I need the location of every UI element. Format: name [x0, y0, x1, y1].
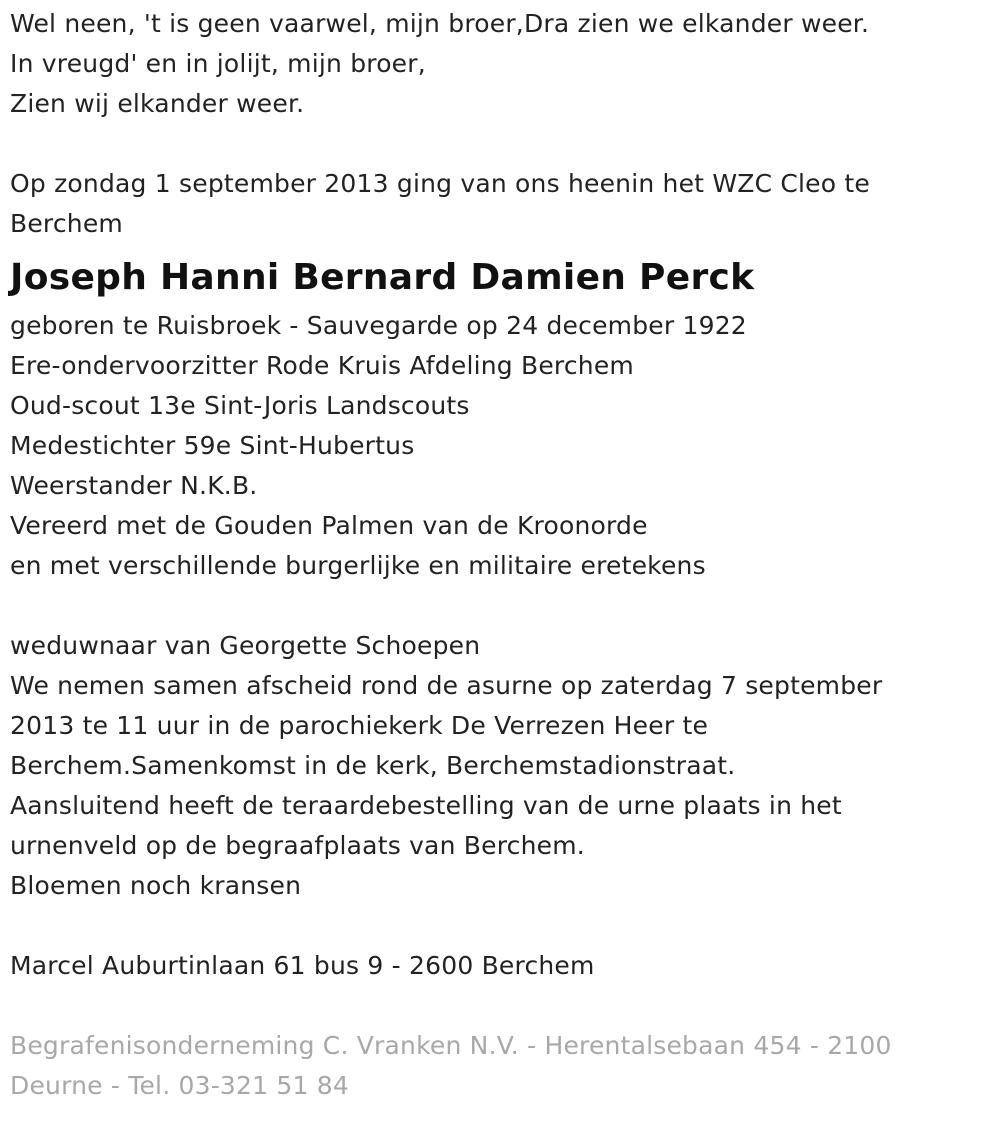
detail-line: Weerstander N.K.B. [10, 471, 258, 500]
obituary-notice [10, 4, 990, 1106]
detail-line: en met verschillende burgerlijke en militaire eretekens [10, 551, 706, 580]
ceremony-line: Bloemen noch kransen [10, 871, 302, 900]
spacer [10, 586, 990, 626]
poem-line: Wel neen, 't is geen vaarwel, mijn broer,Dra zien we elkander weer. [10, 9, 870, 38]
ceremony-line: weduwnaar van Georgette Schoepen [10, 631, 481, 660]
announcement-line: Berchem [10, 209, 123, 238]
ceremony-line: urnenveld op de begraafplaats van Berchem. [10, 831, 585, 860]
ceremony-block [10, 626, 990, 906]
ceremony-line: 2013 te 11 uur in de parochiekerk De Verrezen Heer te [10, 711, 709, 740]
ceremony-line: Aansluitend heeft de teraardebestelling van de urne plaats in het [10, 791, 842, 820]
poem-block [10, 4, 990, 124]
ceremony-line: Berchem.Samenkomst in de kerk, Berchemstadionstraat. [10, 751, 736, 780]
detail-line: geboren te Ruisbroek - Sauvegarde op 24 december 1922 [10, 311, 747, 340]
announcement-line: Op zondag 1 september 2013 ging van ons heenin het WZC Cleo te [10, 169, 870, 198]
funeral-home-footer [10, 1026, 990, 1106]
announcement-block [10, 164, 990, 244]
poem-line: In vreugd' en in jolijt, mijn broer, [10, 49, 426, 78]
details-block [10, 306, 990, 586]
detail-line: Ere-ondervoorzitter Rode Kruis Afdeling Berchem [10, 351, 634, 380]
footer-line: Deurne - Tel. 03-321 51 84 [10, 1071, 349, 1100]
detail-line: Vereerd met de Gouden Palmen van de Kroonorde [10, 511, 648, 540]
deceased-name: Joseph Hanni Bernard Damien Perck [10, 257, 755, 298]
ceremony-line: We nemen samen afscheid rond de asurne op zaterdag 7 september [10, 671, 883, 700]
footer-line: Begrafenisonderneming C. Vranken N.V. - Herentalsebaan 454 - 2100 [10, 1031, 892, 1060]
poem-line: Zien wij elkander weer. [10, 89, 305, 118]
spacer [10, 124, 990, 164]
spacer [10, 986, 990, 1026]
spacer [10, 906, 990, 946]
home-address: Marcel Auburtinlaan 61 bus 9 - 2600 Berchem [10, 951, 595, 980]
detail-line: Medestichter 59e Sint-Hubertus [10, 431, 415, 460]
detail-line: Oud-scout 13e Sint-Joris Landscouts [10, 391, 470, 420]
